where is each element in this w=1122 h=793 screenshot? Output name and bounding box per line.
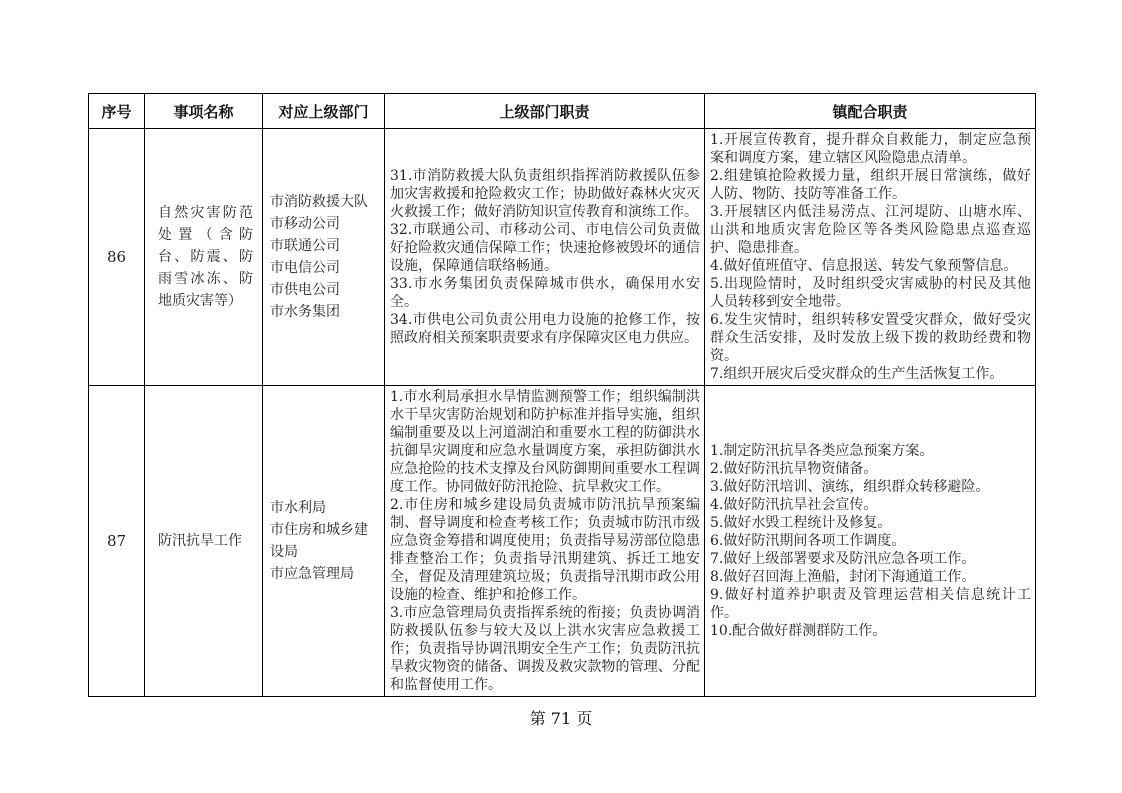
departments-cell (263, 386, 385, 697)
duty-item: 2.市住房和城乡建设局负责城市防汛抗旱预案编制、督导调度和检查考核工作；负责城市防汛市级应急资金筹措和调度使用；负责指导易涝部位隐患排查整治工作；负责指导汛期建筑、拆迁工地安全，督促及清理建筑垃圾；负责指导汛期市政公用设施的检查、维护和抢修工作。 (390, 497, 700, 603)
department-item: 市供电公司 (270, 282, 340, 298)
duty-item: 5.出现险情时，及时组织受灾害威胁的村民及其他人员转移到安全地带。 (710, 276, 1031, 310)
duty-item: 2.做好防汛抗旱物资储备。 (710, 461, 878, 477)
header-cell-superior-duties: 上级部门职责 (385, 94, 705, 129)
duty-item: 7.做好上级部署要求及防汛应急各项工作。 (710, 551, 976, 567)
duty-item: 2.组建镇抢险救援力量，组织开展日常演练，做好人防、物防、技防等准备工作。 (710, 168, 1031, 202)
departments-cell (263, 129, 385, 386)
department-item: 市住房和城乡建设局 (270, 522, 368, 560)
seq-cell: 87 (89, 386, 145, 697)
table-row (89, 386, 1036, 697)
item-name-cell: 防汛抗旱工作 (145, 386, 263, 697)
town-duties-cell (705, 386, 1036, 697)
duty-item: 31.市消防救援大队负责组织指挥消防救援队伍参加灾害救援和抢险救灾工作；协助做好森林火灾灭火救援工作；做好消防知识宣传教育和演练工作。 (390, 168, 700, 220)
department-item: 市水利局 (270, 500, 326, 516)
duty-item: 5.做好水毁工程统计及修复。 (710, 515, 892, 531)
seq-cell: 86 (89, 129, 145, 386)
duty-item: 6.发生灾情时，组织转移安置受灾群众，做好受灾群众生活安排，及时发放上级下拨的救助经费和物资。 (710, 312, 1031, 364)
duty-item: 7.组织开展灾后受灾群众的生产生活恢复工作。 (710, 366, 1004, 382)
superior-duties-cell (385, 129, 705, 386)
duty-item: 1.制定防汛抗旱各类应急预案方案。 (710, 443, 934, 459)
table-row (89, 129, 1036, 386)
duty-item: 6.做好防汛期间各项工作调度。 (710, 533, 906, 549)
duty-item: 10.配合做好群测群防工作。 (710, 623, 887, 639)
duty-item: 3.市应急管理局负责指挥系统的衔接；负责协调消防救援队伍参与较大及以上洪水灾害应急救援工作；负责指导协调汛期安全生产工作；负责防汛抗旱救灾物资的储备、调拨及救灾款物的管理、分配和监督使用工作。 (390, 605, 700, 693)
item-name-cell: 自然灾害防范处置（含防台、防震、防雨雪冰冻、防地质灾害等） (145, 129, 263, 386)
duties-table (88, 93, 1036, 697)
header-cell-seq: 序号 (89, 94, 145, 129)
page-footer: 第 71 页 (529, 709, 593, 728)
header-cell-departments: 对应上级部门 (263, 94, 385, 129)
duty-item: 9.做好村道养护职责及管理运营相关信息统计工作。 (710, 587, 1031, 621)
department-item: 市联通公司 (270, 238, 340, 254)
duty-item: 33.市水务集团负责保障城市供水，确保用水安全。 (390, 276, 700, 310)
town-duties-cell (705, 129, 1036, 386)
department-item: 市移动公司 (270, 216, 340, 232)
duty-item: 32.市联通公司、市移动公司、市电信公司负责做好抢险救灾通信保障工作；快速抢修被毁坏的通信设施，保障通信联络畅通。 (390, 222, 700, 274)
department-item: 市应急管理局 (270, 566, 354, 582)
duty-item: 1.市水利局承担水旱情监测预警工作；组织编制洪水干旱灾害防治规划和防护标准并指导实施，组织编制重要及以上河道湖泊和重要水工程的防御洪水抗御旱灾调度和应急水量调度方案，承担防御洪水应急抢险的技术支撑及台风防御期间重要水工程调度工作。协同做好防汛抢险、抗旱救灾工作。 (390, 389, 700, 495)
superior-duties-cell (385, 386, 705, 697)
header-cell-item-name: 事项名称 (145, 94, 263, 129)
table-header-row (89, 94, 1036, 129)
department-item: 市水务集团 (270, 304, 340, 320)
duty-item: 3.开展辖区内低洼易涝点、江河堤防、山塘水库、山洪和地质灾害危险区等各类风险隐患点巡查巡护、隐患排查。 (710, 204, 1031, 256)
duty-item: 4.做好防汛抗旱社会宣传。 (710, 497, 878, 513)
header-cell-town-duties: 镇配合职责 (705, 94, 1036, 129)
department-item: 市电信公司 (270, 260, 340, 276)
duty-item: 34.市供电公司负责公用电力设施的抢修工作，按照政府相关预案职责要求有序保障灾区电力供应。 (390, 312, 700, 346)
duty-item: 1.开展宣传教育，提升群众自救能力，制定应急预案和调度方案，建立辖区风险隐患点清单。 (710, 132, 1031, 166)
department-item: 市消防救援大队 (270, 194, 368, 210)
duty-item: 3.做好防汛培训、演练，组织群众转移避险。 (710, 479, 990, 495)
duty-item: 8.做好召回海上渔船，封闭下海通道工作。 (710, 569, 976, 585)
duty-item: 4.做好值班值守、信息报送、转发气象预警信息。 (710, 258, 1018, 274)
